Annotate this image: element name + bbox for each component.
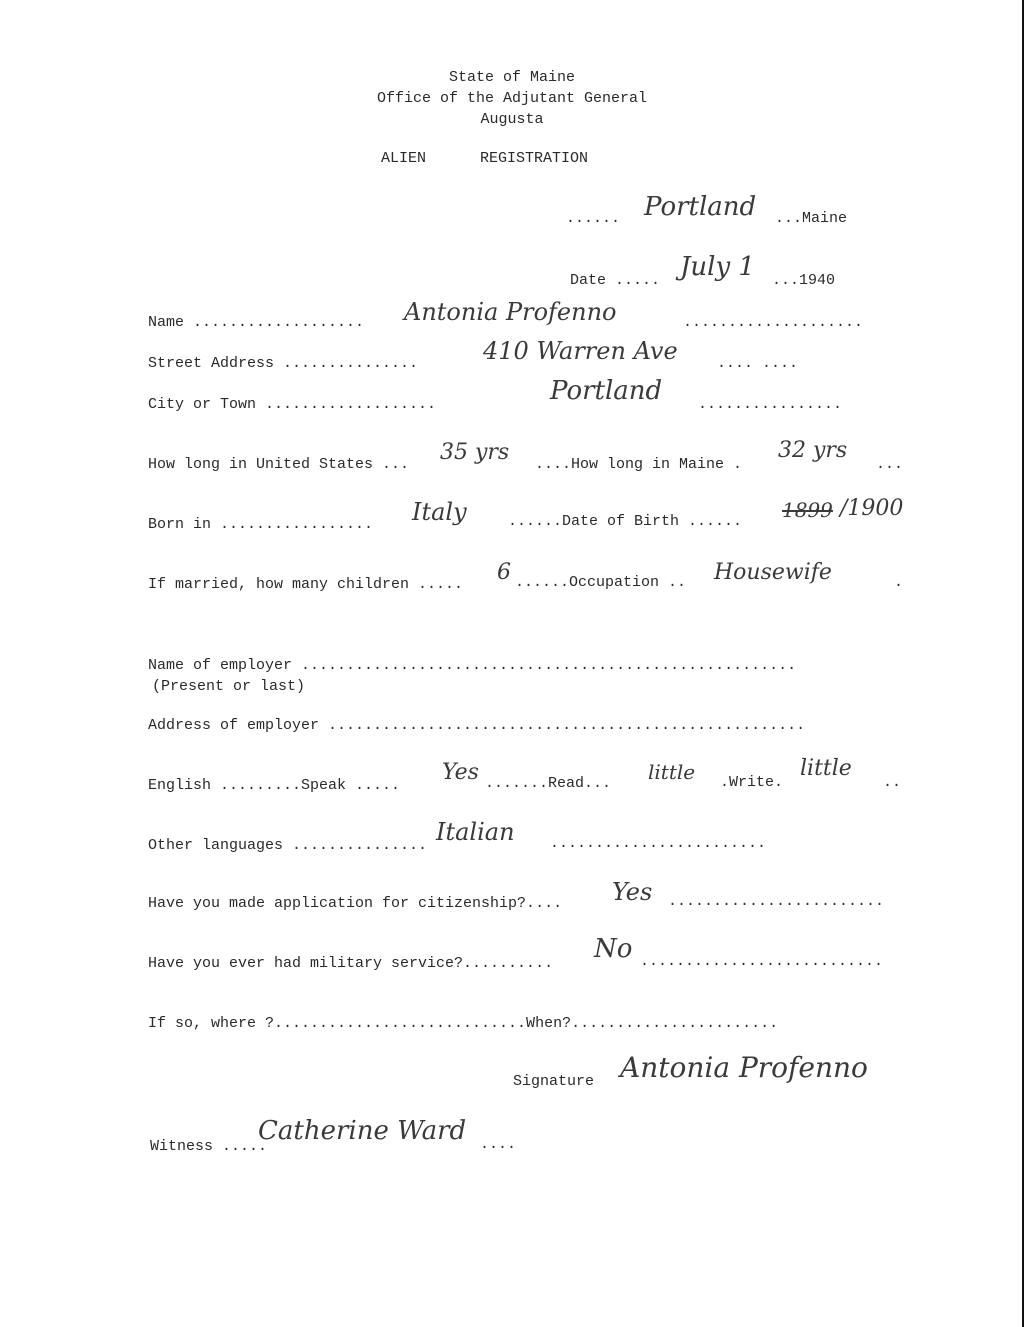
maine-trail: ... bbox=[876, 456, 904, 473]
children-value: 6 bbox=[497, 560, 511, 585]
employer-sublabel: (Present or last) bbox=[152, 678, 306, 695]
signature-value: Antonia Profenno bbox=[620, 1051, 868, 1084]
children-label: If married, how many children ..... bbox=[148, 576, 464, 593]
name-label: Name ................... bbox=[148, 314, 365, 331]
military-label: Have you ever had military service?.......... bbox=[148, 955, 554, 972]
date-value: July 1 bbox=[680, 252, 755, 282]
citizenship-label: Have you made application for citizenship?.... bbox=[148, 895, 563, 912]
witness-label: Witness ..... bbox=[150, 1138, 268, 1155]
employer-address-label: Address of employer ..................................................... bbox=[148, 717, 806, 734]
born-value: Italy bbox=[412, 498, 467, 526]
speak-value: Yes bbox=[442, 760, 479, 785]
read-label: .......Read... bbox=[485, 775, 612, 792]
write-value: little bbox=[800, 756, 852, 781]
dob-value: /1900 bbox=[840, 496, 904, 521]
title-registration: REGISTRATION bbox=[480, 150, 589, 167]
city-value: Portland bbox=[550, 376, 663, 406]
other-languages-label: Other languages ............... bbox=[148, 837, 428, 854]
where-when-label: If so, where ?............................When?....................... bbox=[148, 1015, 779, 1032]
write-trail: .. bbox=[883, 774, 902, 791]
occupation-trail: . bbox=[894, 574, 904, 591]
title-alien: ALIEN bbox=[381, 150, 427, 167]
header-state: State of Maine bbox=[448, 69, 576, 86]
date-label: Date ..... bbox=[570, 272, 661, 289]
witness-trail: .... bbox=[480, 1136, 517, 1153]
write-label: .Write. bbox=[720, 774, 784, 791]
military-trail: ........................... bbox=[640, 953, 884, 970]
date-suffix: ...1940 bbox=[772, 272, 836, 289]
born-label: Born in ................. bbox=[148, 516, 374, 533]
english-label: English .........Speak ..... bbox=[148, 777, 401, 794]
maine-label: ....How long in Maine . bbox=[535, 456, 743, 473]
street-label: Street Address ............... bbox=[148, 355, 419, 372]
place-suffix: ...Maine bbox=[775, 210, 848, 227]
header-city: Augusta bbox=[480, 111, 544, 128]
read-value: little bbox=[648, 760, 696, 784]
place-value: Portland bbox=[644, 192, 757, 222]
name-value: Antonia Profenno bbox=[404, 298, 617, 326]
dob-struck-value: 1899 bbox=[782, 498, 833, 522]
city-label: City or Town ................... bbox=[148, 396, 437, 413]
citizenship-trail: ........................ bbox=[668, 893, 885, 910]
street-trail: .... .... bbox=[717, 355, 799, 372]
citizenship-value: Yes bbox=[612, 878, 653, 906]
us-value: 35 yrs bbox=[440, 440, 510, 465]
name-trail: .................... bbox=[683, 314, 864, 331]
employer-label: Name of employer ....................................................... bbox=[148, 657, 797, 674]
other-languages-value: Italian bbox=[436, 818, 515, 846]
dob-label: ......Date of Birth ...... bbox=[508, 513, 743, 530]
maine-value: 32 yrs bbox=[778, 438, 848, 463]
city-trail: ................ bbox=[698, 396, 843, 413]
signature-label: Signature bbox=[513, 1073, 595, 1090]
military-value: No bbox=[594, 934, 633, 964]
occupation-label: ......Occupation .. bbox=[515, 574, 687, 591]
street-value: 410 Warren Ave bbox=[483, 337, 678, 365]
occupation-value: Housewife bbox=[714, 560, 832, 585]
other-languages-trail: ........................ bbox=[550, 835, 767, 852]
witness-value: Catherine Ward bbox=[258, 1116, 467, 1146]
us-label: How long in United States ... bbox=[148, 456, 410, 473]
place-dots: ...... bbox=[566, 210, 621, 227]
header-office: Office of the Adjutant General bbox=[376, 90, 648, 107]
